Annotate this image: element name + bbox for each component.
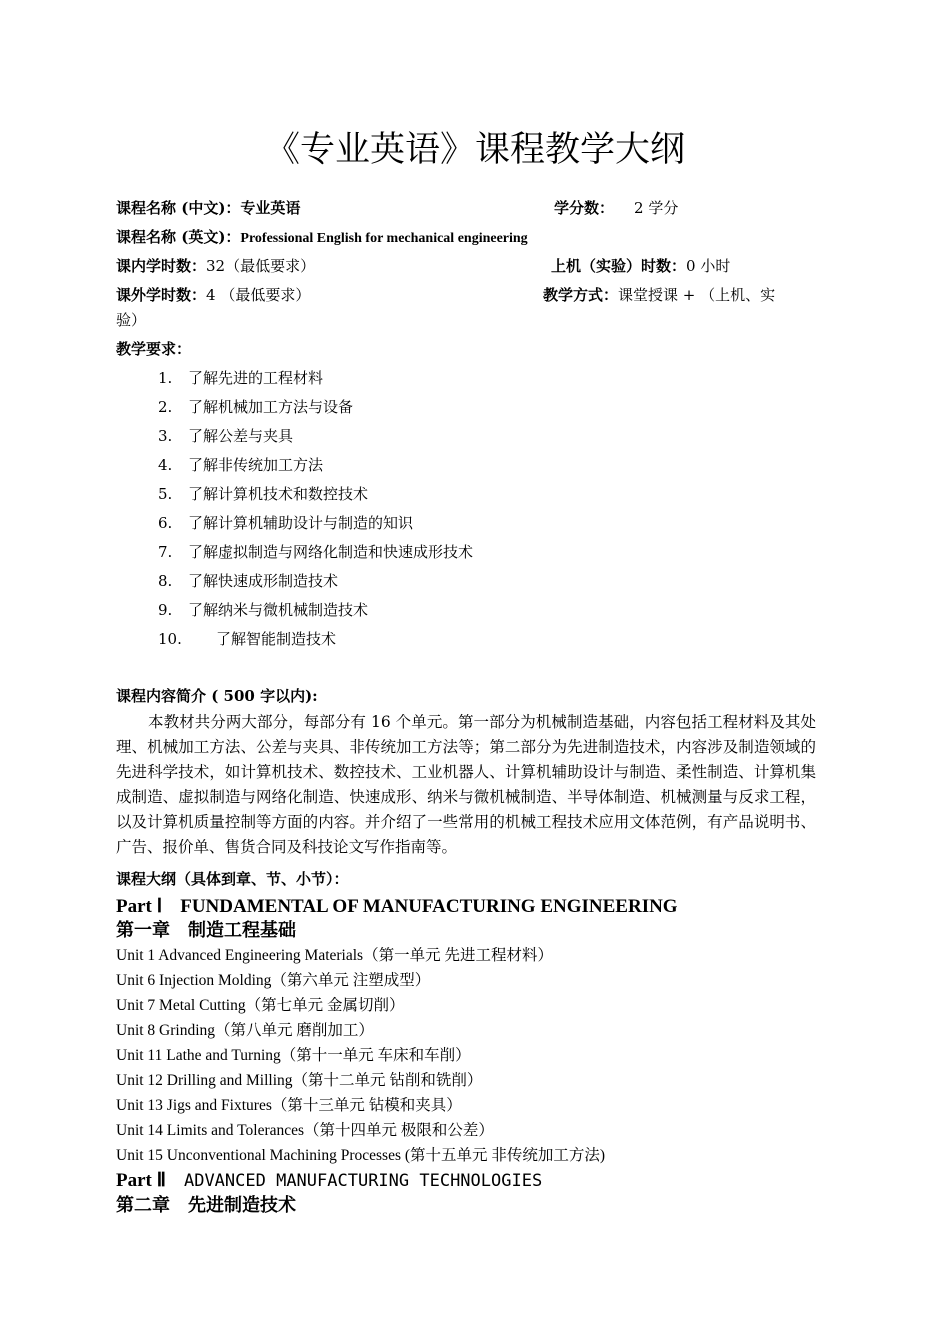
summary-paragraph: 本教材共分两大部分，每部分有 16 个单元。第一部分为机械制造基础，内容包括工程材料及其处理、机械加工方法、公差与夹具、非传统加工方法等；第二部分为先进制造技术，内容涉及制造领域的先进科学技术，如计算机技术、数控技术、工业机器人、计算机辅助设计与制造、柔性制造、计算机集成制造、虚拟制造与网络化制造、快速成形、纳米与微机械制造、半导体制造、机械测量与反求工程，以及计算机质量控制等方面的内容。并介绍了一些常用的机械工程技术应用文体范例，有产品说明书、广告、报价单、售货合同及科技论文写作指南等。 — [116, 713, 816, 856]
part-2-title: ADVANCED MANUFACTURING TECHNOLOGIES — [183, 1171, 543, 1191]
requirement-num: 2. — [158, 398, 173, 416]
requirement-item — [158, 513, 413, 533]
out-class-hours — [116, 285, 310, 305]
requirement-item — [158, 455, 323, 475]
unit-item: Unit 14 Limits and Tolerances（第十四单元 极限和公差） — [116, 1122, 494, 1139]
in-class-hours-label: 课内学时数： — [116, 257, 207, 275]
unit-item: Unit 15 Unconventional Machining Processes (第十五单元 非传统加工方法) — [116, 1147, 606, 1164]
requirement-text: 了解计算机技术和数控技术 — [188, 485, 369, 503]
unit-item: Unit 8 Grinding（第八单元 磨削加工） — [116, 1022, 374, 1039]
teaching-method — [543, 285, 775, 305]
requirement-text: 了解计算机辅助设计与制造的知识 — [188, 514, 414, 532]
unit-item: Unit 6 Injection Molding（第六单元 注塑成型） — [116, 972, 431, 989]
part-1-num: Part Ⅰ — [116, 896, 163, 917]
unit-item: Unit 1 Advanced Engineering Materials（第一单元 先进工程材料） — [116, 947, 553, 964]
requirement-num: 1. — [158, 369, 173, 387]
credits-label: 学分数： — [554, 199, 615, 217]
requirement-item — [158, 426, 293, 446]
unit-item: Unit 13 Jigs and Fixtures（第十三单元 钻模和夹具） — [116, 1097, 462, 1114]
requirement-text: 了解虚拟制造与网络化制造和快速成形技术 — [188, 543, 474, 561]
requirement-num: 10. — [158, 630, 182, 648]
lab-hours-label: 上机（实验）时数： — [551, 257, 687, 275]
course-name-cn-label: 课程名称 (中文)： — [116, 199, 241, 217]
requirement-text: 了解非传统加工方法 — [188, 456, 324, 474]
lab-hours-value: 0 小时 — [686, 257, 731, 275]
chapter-2-heading: 第二章 先进制造技术 — [116, 1195, 296, 1216]
requirement-item — [158, 397, 353, 417]
unit-item: Unit 12 Drilling and Milling（第十二单元 钻削和铣削） — [116, 1072, 483, 1089]
requirements-label: 教学要求： — [116, 340, 192, 358]
requirement-text: 了解快速成形制造技术 — [188, 572, 339, 590]
in-class-hours-value: 32（最低要求） — [206, 257, 316, 275]
requirement-text: 了解先进的工程材料 — [188, 369, 324, 387]
requirement-item — [158, 542, 473, 562]
chapter-1-heading: 第一章 制造工程基础 — [116, 920, 296, 941]
requirement-num: 9. — [158, 601, 173, 619]
teaching-method-label: 教学方式： — [543, 286, 619, 304]
requirement-num: 4. — [158, 456, 173, 474]
document-title: 《专业英语》课程教学大纲 — [264, 130, 685, 170]
in-class-hours — [116, 256, 315, 276]
part-2-num: Part Ⅱ — [116, 1170, 166, 1191]
outline-label: 课程大纲（具体到章、节、小节）： — [116, 870, 349, 888]
course-name-cn-value: 专业英语 — [240, 199, 301, 217]
unit-item: Unit 7 Metal Cutting（第七单元 金属切削） — [116, 997, 405, 1014]
part-2-heading — [116, 1169, 542, 1193]
teaching-method-cont: 验） — [116, 311, 147, 329]
requirement-item — [158, 600, 368, 620]
requirement-num: 3. — [158, 427, 173, 445]
course-name-en-value: Professional English for mechanical engineering — [240, 231, 528, 246]
lab-hours — [551, 256, 730, 276]
part-1-heading — [116, 895, 678, 919]
requirement-item — [158, 629, 336, 649]
credits-value: 2 学分 — [634, 199, 679, 217]
requirement-num: 7. — [158, 543, 173, 561]
out-class-hours-label: 课外学时数： — [116, 286, 207, 304]
requirement-num: 5. — [158, 485, 173, 503]
course-name-en-label: 课程名称 (英文)： — [116, 228, 241, 246]
requirement-text: 了解公差与夹具 — [188, 427, 294, 445]
requirement-item — [158, 484, 368, 504]
summary-label: 课程内容简介 ( 500 字以内): — [116, 687, 318, 705]
course-name-en — [116, 227, 528, 249]
teaching-method-value: 课堂授课 + （上机、实 — [618, 286, 776, 304]
out-class-hours-value: 4 （最低要求） — [206, 286, 311, 304]
course-name-cn — [116, 198, 300, 218]
requirement-text: 了解纳米与微机械制造技术 — [188, 601, 369, 619]
requirement-num: 6. — [158, 514, 173, 532]
requirement-item — [158, 571, 338, 591]
requirement-num: 8. — [158, 572, 173, 590]
part-1-title: FUNDAMENTAL OF MANUFACTURING ENGINEERING — [180, 896, 678, 917]
unit-item: Unit 11 Lathe and Turning（第十一单元 车床和车削） — [116, 1047, 471, 1064]
requirement-text: 了解智能制造技术 — [216, 630, 337, 648]
requirement-item — [158, 368, 323, 388]
credits — [554, 198, 678, 218]
requirement-text: 了解机械加工方法与设备 — [188, 398, 354, 416]
